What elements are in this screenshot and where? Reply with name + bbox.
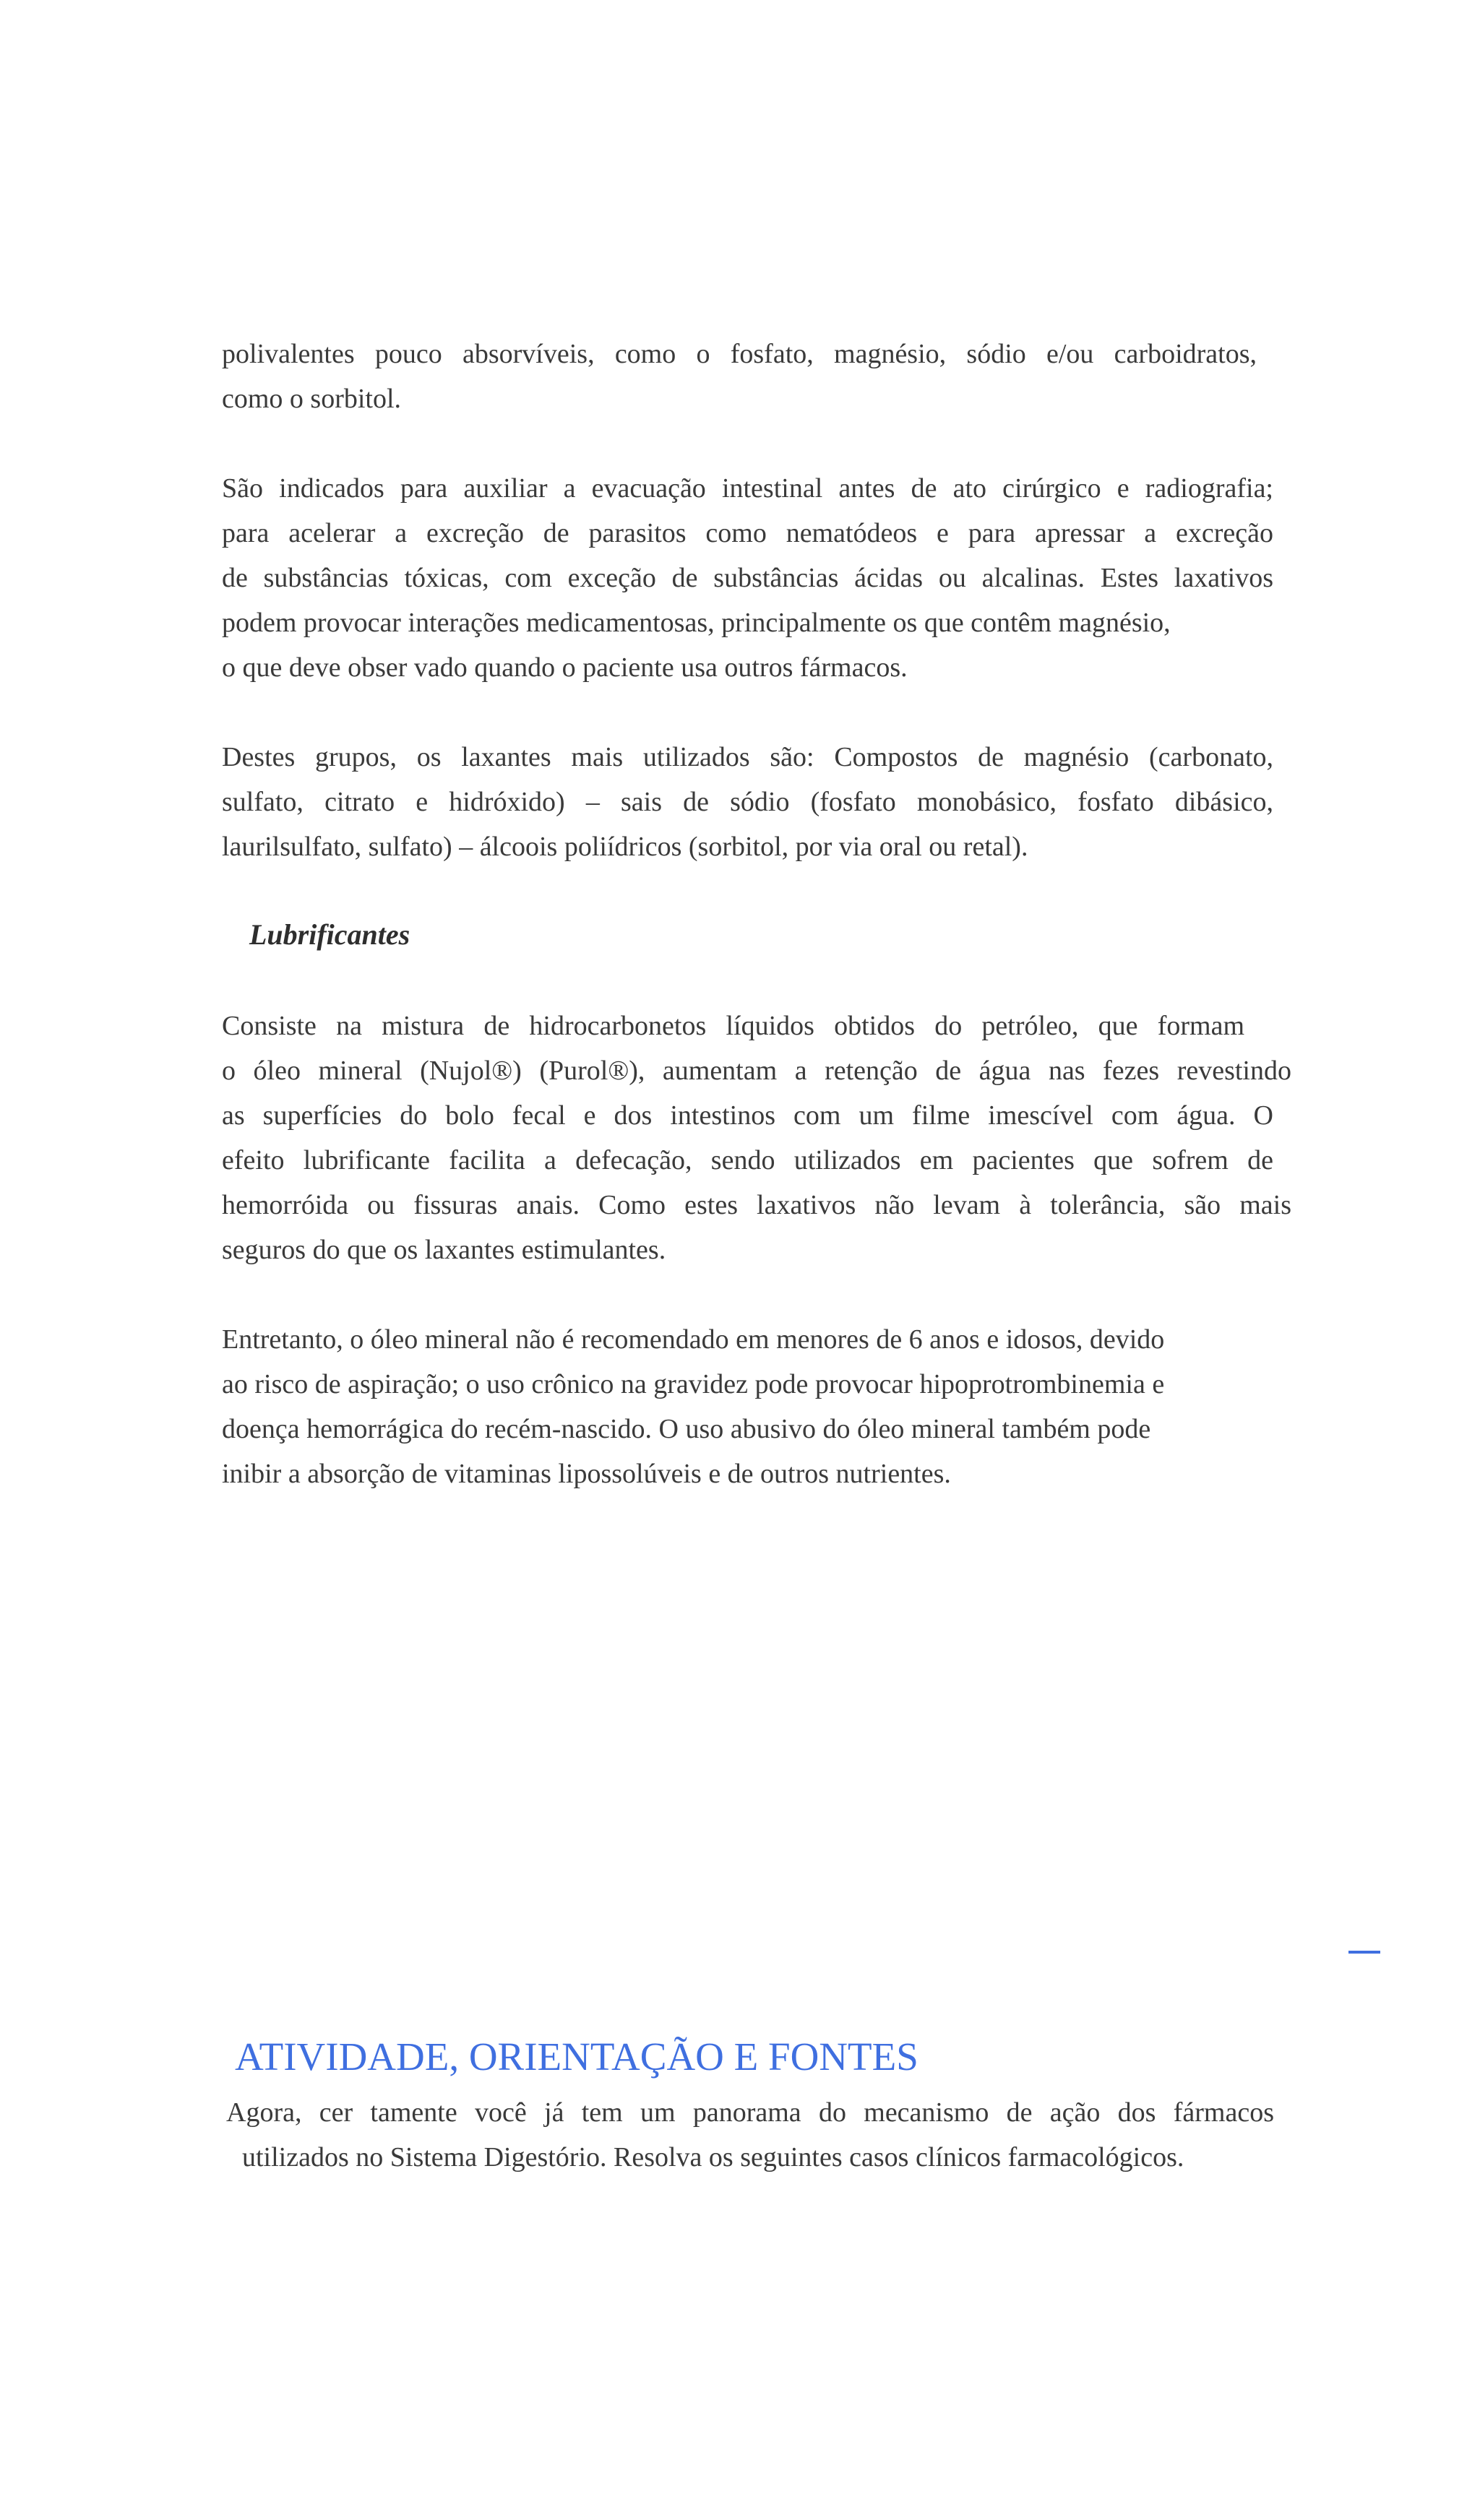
text-line: Entretanto, o óleo mineral não é recomendado em menores de 6 anos e idosos, devido [222, 1324, 1165, 1355]
text-line: ao risco de aspiração; o uso crônico na gravidez pode provocar hipoprotrombinemia e [222, 1369, 1165, 1399]
text-line: Destes grupos, os laxantes mais utilizados são: Compostos de magnésio (carbonato, [222, 742, 1273, 772]
page-marker-dash [1348, 1951, 1380, 1954]
text-line: as superfícies do bolo fecal e dos intestinos com um filme imescível com água. O [222, 1100, 1273, 1131]
text-line: laurilsulfato, sulfato) – álcoois poliídricos (sorbitol, por via oral ou retal). [222, 832, 1028, 862]
paragraph-osmotic-composition [222, 332, 1257, 421]
text-line: doença hemorrágica do recém-nascido. O uso abusivo do óleo mineral também pode [222, 1414, 1151, 1444]
paragraph-osmotic-indications [222, 466, 1273, 690]
text-line: utilizados no Sistema Digestório. Resolva os seguintes casos clínicos farmacológicos. [242, 2142, 1184, 2172]
text-line: o que deve obser vado quando o paciente usa outros fármacos. [222, 652, 908, 683]
text-line: São indicados para auxiliar a evacuação intestinal antes de ato cirúrgico e radiografia; [222, 473, 1273, 504]
paragraph-most-used-laxatives [222, 735, 1273, 869]
text-line: hemorróida ou fissuras anais. Como estes laxativos não levam à tolerância, são mais [222, 1190, 1291, 1220]
text-line: Agora, cer tamente você já tem um panorama do mecanismo de ação dos fármacos [226, 2097, 1274, 2128]
text-line: seguros do que os laxantes estimulantes. [222, 1235, 666, 1265]
subheading-lubrificantes: Lubrificantes [249, 918, 410, 951]
section-title: ATIVIDADE, ORIENTAÇÃO E FONTES [235, 2034, 918, 2079]
text-line: o óleo mineral (Nujol®) (Purol®), aumentam a retenção de água nas fezes revestindo [222, 1056, 1291, 1086]
text-line: de substâncias tóxicas, com exceção de substâncias ácidas ou alcalinas. Estes laxativos [222, 563, 1273, 593]
paragraph-mineral-oil-warning [222, 1317, 1306, 1496]
text-line: sulfato, citrato e hidróxido) – sais de sódio (fosfato monobásico, fosfato dibásico, [222, 787, 1273, 817]
paragraph-lubricants-description [222, 1004, 1291, 1272]
text-line: efeito lubrificante facilita a defecação, sendo utilizados em pacientes que sofrem de [222, 1145, 1273, 1175]
text-line: inibir a absorção de vitaminas lipossolúveis e de outros nutrientes. [222, 1459, 951, 1489]
text-line: para acelerar a excreção de parasitos como nematódeos e para apressar a excreção [222, 518, 1273, 548]
text-line: podem provocar interações medicamentosas, principalmente os que contêm magnésio, [222, 608, 1171, 638]
text-line: polivalentes pouco absorvíveis, como o fosfato, magnésio, sódio e/ou carboidratos, [222, 339, 1257, 369]
text-line: como o sorbitol. [222, 384, 402, 414]
text-line: Consiste na mistura de hidrocarbonetos líquidos obtidos do petróleo, que formam [222, 1011, 1244, 1041]
paragraph-activity-intro [226, 2090, 1274, 2180]
